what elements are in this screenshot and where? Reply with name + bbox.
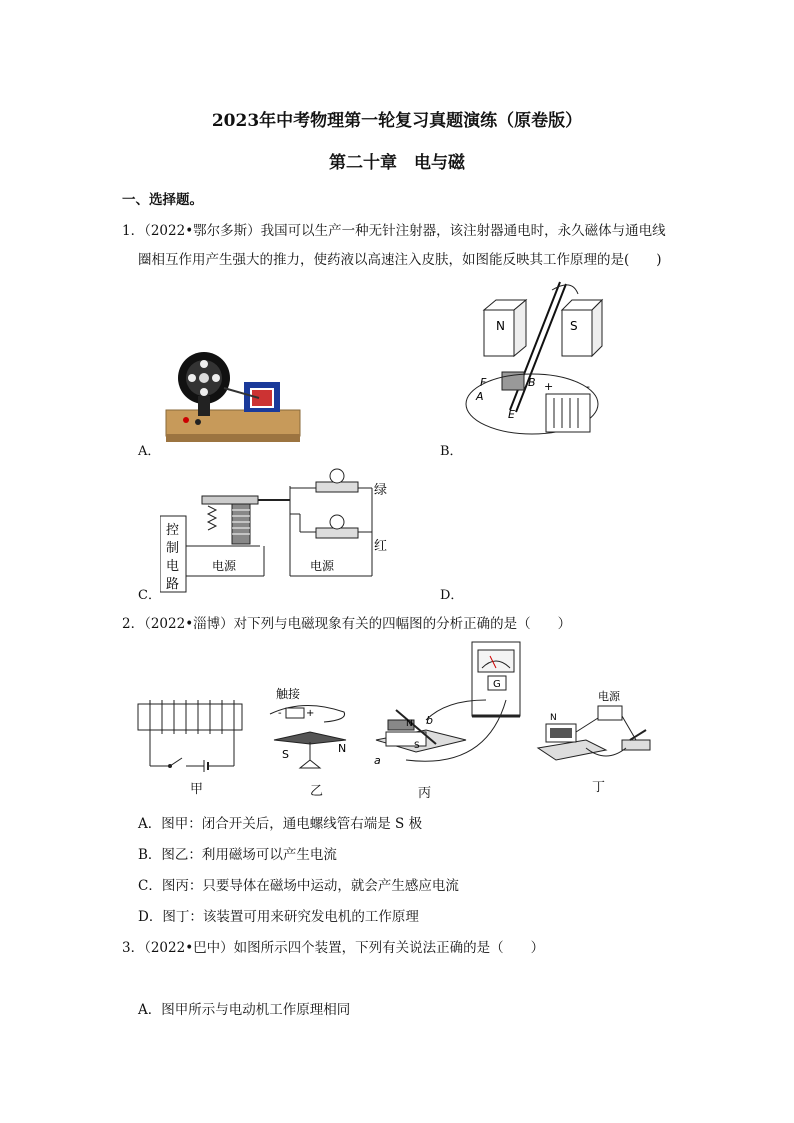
fig-b-pole-n: N (496, 319, 505, 333)
q2-fig-label-bing: 丙 (418, 786, 432, 801)
fig-ding-power: 电源 (598, 690, 620, 703)
q1-stem-line1: 1．（2022•鄂尔多斯）我国可以生产一种无针注射器，该注射器通电时，永久磁体与通电线 (122, 223, 666, 239)
fig-yi-s: S (282, 748, 289, 761)
q2-figure-yi-oersted (264, 684, 360, 784)
q2-option-b: B．图乙：利用磁场可以产生电流 (138, 847, 337, 863)
fig-c-control-3: 电 (166, 559, 180, 574)
fig-c-power-2: 电源 (310, 559, 335, 573)
fig-b-point-f: F (480, 376, 487, 389)
fig-c-control-2: 制 (166, 541, 180, 556)
fig-bing-b: b (426, 714, 433, 727)
q2-option-d: D．图丁：该装置可用来研究发电机的工作原理 (138, 909, 419, 925)
q2-figure-bing-induction (366, 640, 526, 782)
fig-yi-n: N (338, 742, 347, 755)
fig-b-pole-s: S (570, 319, 578, 333)
chapter-title: 第二十章 电与磁 (329, 153, 465, 173)
fig-b-point-a: A (476, 390, 484, 403)
q2-option-c: C．图丙：只要导体在磁场中运动，就会产生感应电流 (138, 878, 459, 894)
fig-bing-a: a (374, 754, 381, 767)
section-heading: 一、选择题。 (122, 192, 203, 208)
q1-stem-line2: 圈相互作用产生强大的推力，使药液以高速注入皮肤，如图能反映其工作原理的是( ) (138, 252, 662, 268)
q2-option-a: A．图甲：闭合开关后，通电螺线管右端是 S 极 (138, 816, 423, 832)
q2-fig-label-jia: 甲 (190, 782, 204, 797)
fig-ding-n: N (550, 713, 557, 723)
fig-c-control-4: 路 (166, 577, 180, 592)
q3-stem: 3．（2022•巴中）如图所示四个装置，下列有关说法正确的是（ ） (122, 940, 545, 956)
fig-bing-g: G (493, 679, 501, 690)
fig-b-point-b: B (528, 376, 536, 389)
q3-option-a: A．图甲所示与电动机工作原理相同 (138, 1002, 351, 1018)
q2-fig-label-yi: 乙 (310, 784, 324, 799)
fig-c-red: 红 (374, 539, 388, 554)
fig-yi-touch: 触接 (276, 687, 301, 701)
q1-option-b-label: B． (440, 444, 463, 459)
q1-option-a-label: A． (138, 444, 161, 459)
q1-option-c-label: C． (138, 588, 161, 603)
fig-b-point-e: E (508, 408, 515, 421)
fig-c-green: 绿 (374, 483, 388, 498)
q2-stem: 2．（2022•淄博）对下列与电磁现象有关的四幅图的分析正确的是（ ） (122, 616, 572, 632)
q1-figure-b-motor (462, 272, 610, 442)
q1-figure-a-generator (164, 348, 304, 446)
q2-figure-ding-motor (536, 688, 656, 768)
fig-yi-minus: - (278, 708, 282, 719)
fig-yi-plus: + (306, 708, 315, 719)
q1-figure-c-relay (160, 466, 392, 596)
fig-b-plus: + (544, 380, 554, 393)
fig-bing-n: N (406, 719, 413, 729)
page-title: 2023年中考物理第一轮复习真题演练（原卷版） (211, 111, 583, 131)
fig-bing-s: S (414, 741, 420, 751)
fig-b-minus: - (586, 380, 590, 393)
q2-fig-label-ding: 丁 (592, 780, 606, 795)
fig-c-power-1: 电源 (212, 559, 237, 573)
q1-option-d-label: D． (440, 588, 464, 603)
fig-c-control-1: 控 (166, 523, 180, 538)
